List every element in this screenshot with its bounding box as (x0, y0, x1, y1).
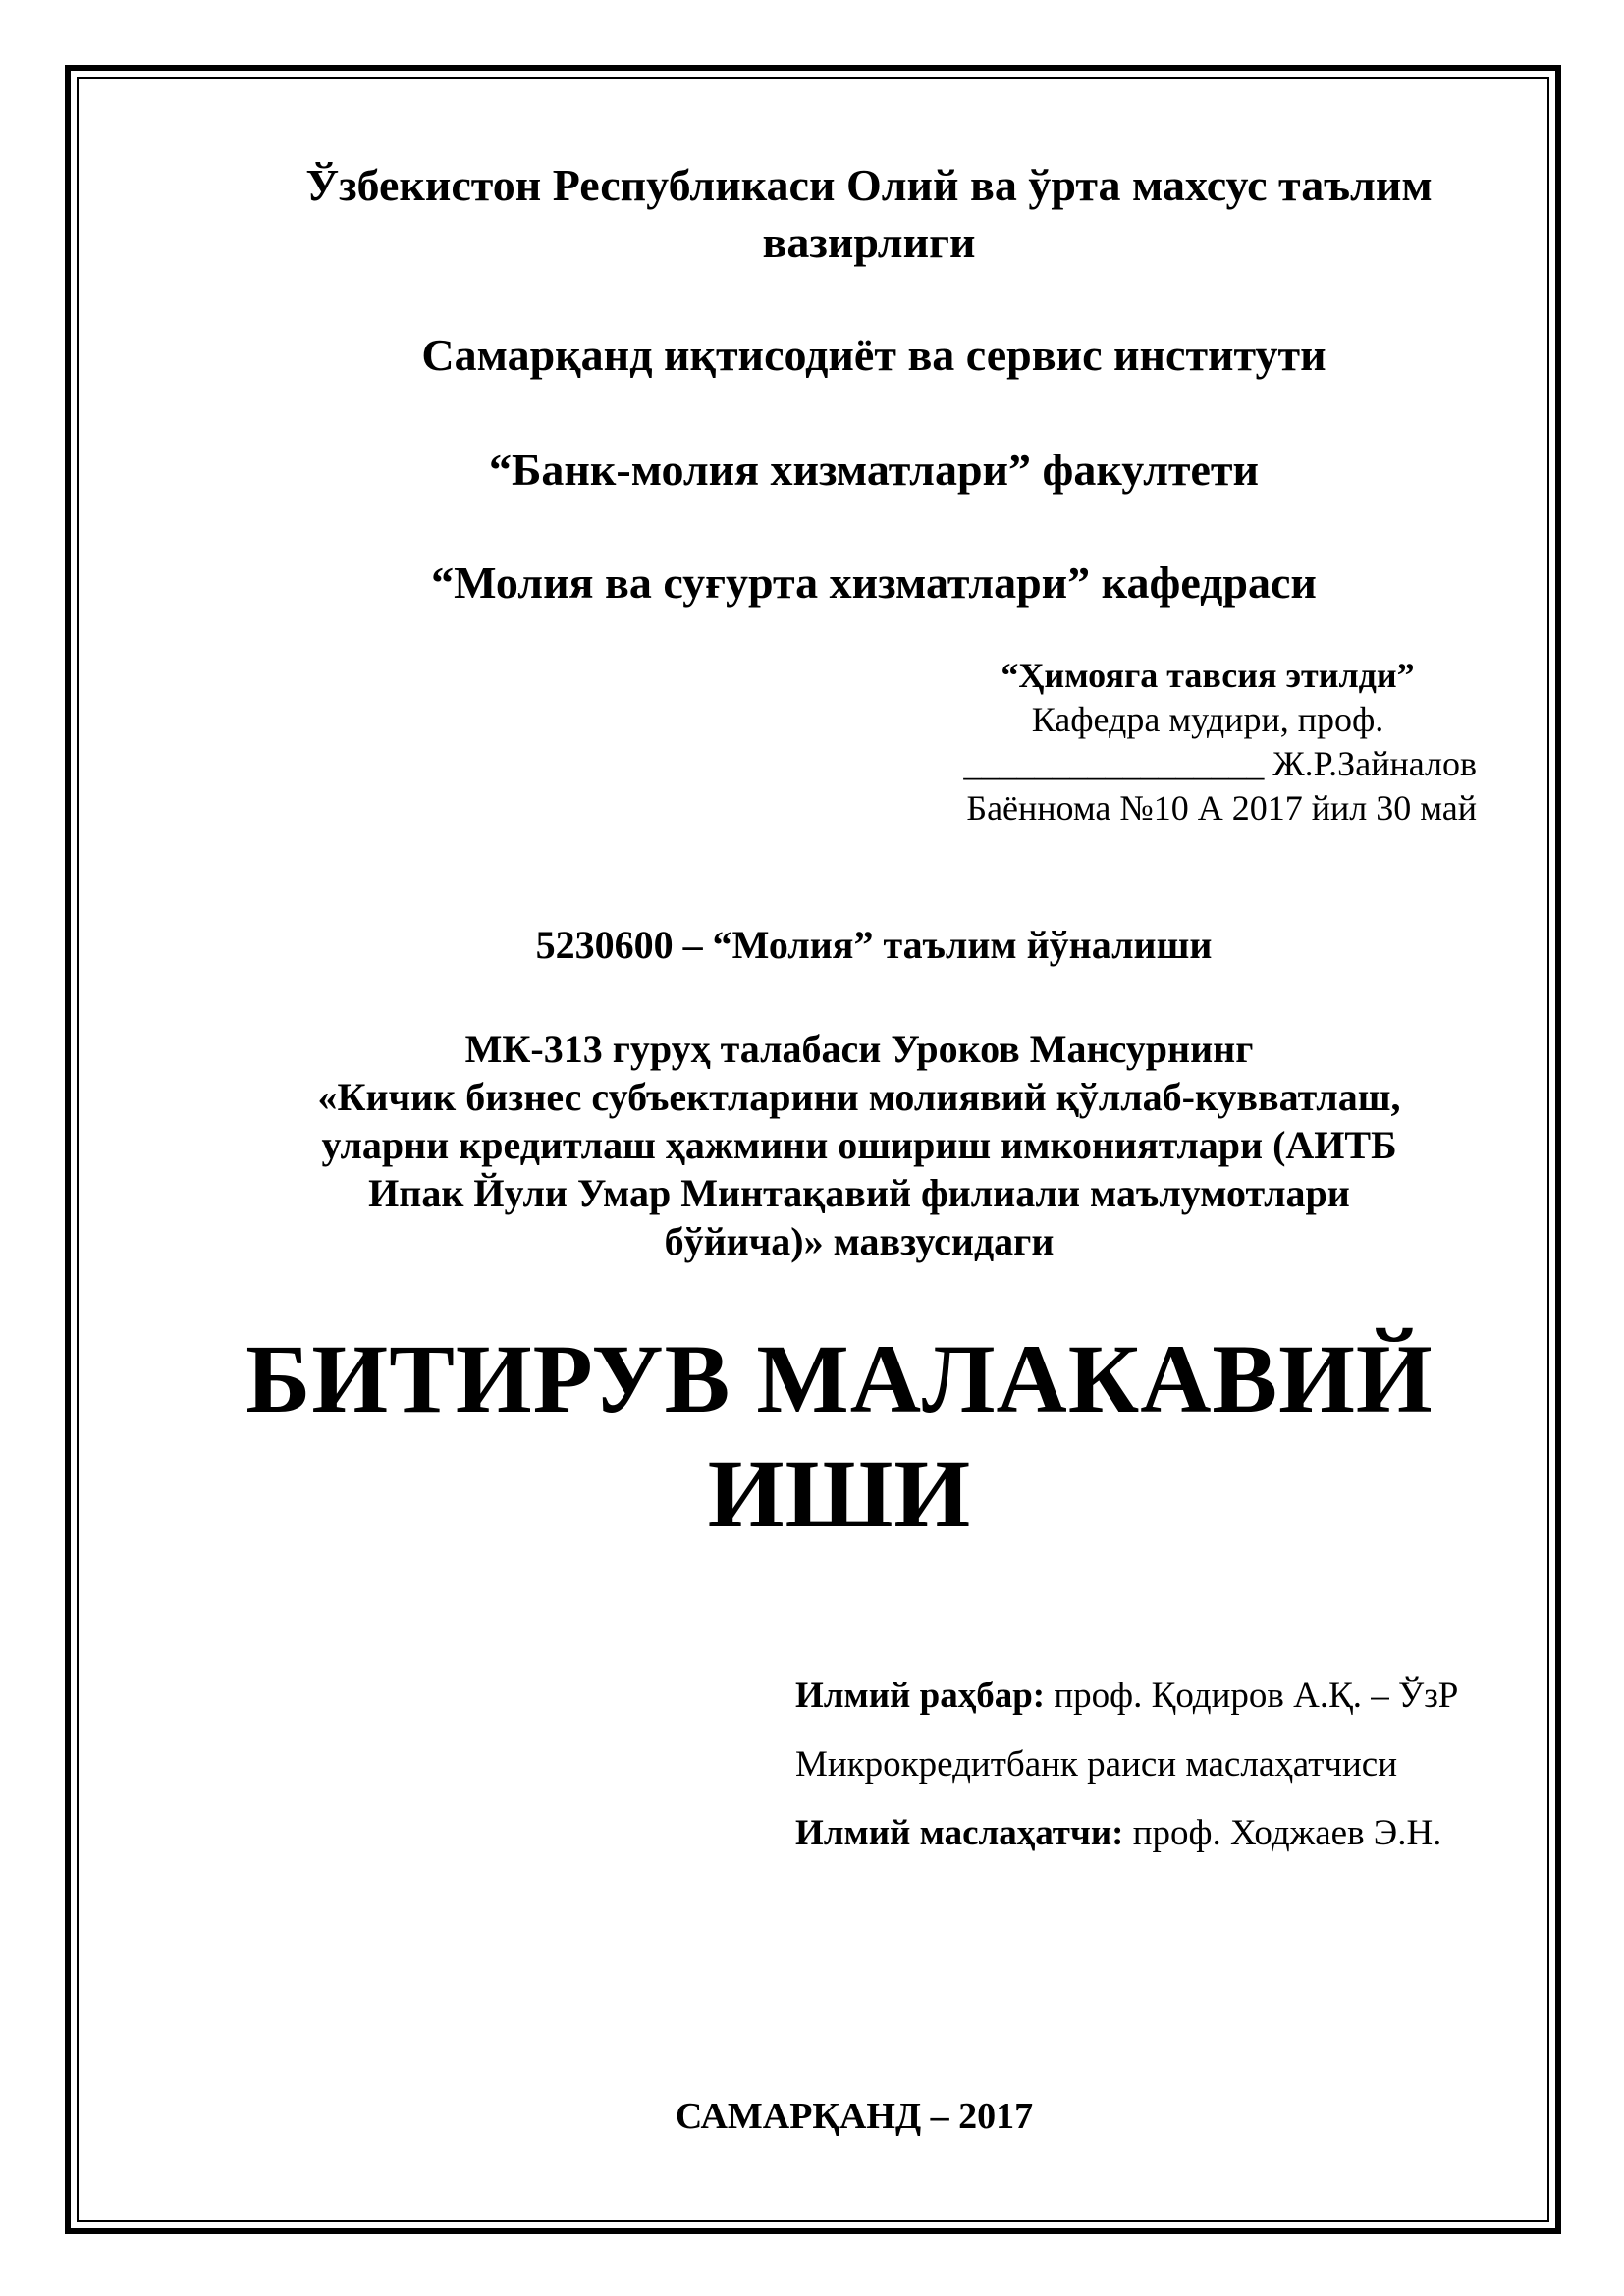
department-name: “Молия ва суғурта хизматлари” кафедраси (431, 558, 1317, 608)
approval-block (844, 654, 1571, 830)
topic-line-2: «Кичик бизнес субъектларини молиявий қўллаб-кувватлаш, (317, 1075, 1401, 1119)
ministry-line-2: вазирлиги (762, 217, 976, 267)
study-direction: 5230600 – “Молия” таълим йўналиши (535, 923, 1213, 967)
ministry-line-1: Ўзбекистон Республикаси Олий ва ўрта махсус таълим (305, 160, 1433, 210)
faculty-name: “Банк-молия хизматлари” факултети (488, 445, 1260, 495)
approval-signature (844, 742, 1571, 786)
supervisor-line-cont: Микрокредитбанк раиси маслаҳатчиси (795, 1744, 1398, 1785)
supervisor-line (795, 1674, 1542, 1719)
advisors-block (795, 1674, 1542, 1856)
approver-name: Ж.Р.Зайналов (1272, 744, 1477, 783)
supervisor-value: проф. Қодиров А.Қ. – ЎзР (1045, 1676, 1459, 1716)
topic-line-3: уларни кредитлаш ҳажмини ошириш имкониятлари (АИТБ (321, 1123, 1397, 1167)
consultant-label: Илмий маслаҳатчи: (795, 1813, 1124, 1853)
institute-name: Самарқанд иқтисодиёт ва сервис институти (421, 330, 1326, 380)
approval-title: “Ҳимояга тавсия этилди” (1001, 656, 1415, 695)
topic-line-5: бўйича)» мавзусидаги (664, 1219, 1055, 1263)
topic-line-4: Ипак Йули Умар Минтақавий филиали маълумотлари (368, 1171, 1350, 1215)
place-year: САМАРҚАНД – 2017 (675, 2096, 1034, 2137)
work-title-line-2: ИШИ (707, 1439, 972, 1548)
approval-position: Кафедра мудири, проф. (1031, 700, 1384, 739)
consultant-value: проф. Ходжаев Э.Н. (1123, 1813, 1442, 1853)
topic-line-1: МК-313 гуруҳ талабаси Уроков Мансурнинг (464, 1027, 1254, 1071)
work-title-line-1: БИТИРУВ МАЛАКАВИЙ (245, 1324, 1434, 1433)
supervisor-label: Илмий раҳбар: (795, 1676, 1046, 1716)
signature-line: _________________ (963, 744, 1265, 783)
consultant-line (795, 1811, 1542, 1856)
approval-protocol: Баённома №10 А 2017 йил 30 май (966, 788, 1477, 828)
